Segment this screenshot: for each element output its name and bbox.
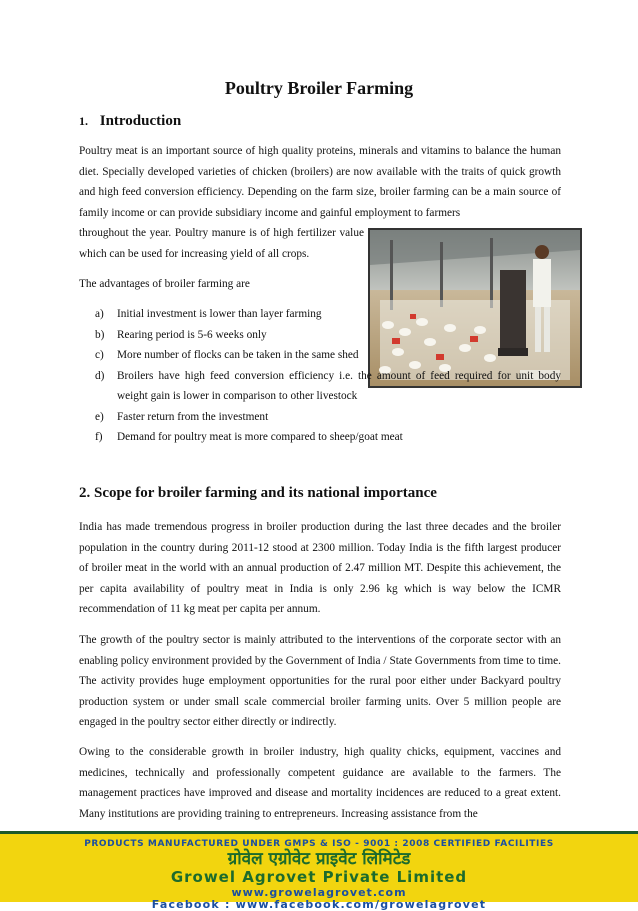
list-item [95,427,561,448]
list-marker: f) [95,431,103,443]
advantages-lead: The advantages of broiler farming are [79,278,250,290]
advantages-list [95,304,561,448]
section-2-heading: 2. Scope for broiler farming and its national importance [79,485,437,501]
intro-paragraph-wrap: throughout the year. Poultry manure is of high fertilizer value which can be used for increasing yield of all crops. [79,227,364,260]
list-item [95,407,561,428]
scope-paragraph-2: The growth of the poultry sector is mainly attributed to the interventions of the corporate sector with an enabling policy environment provided by the Government of India / State Governments from time to time. The activity provides huge employment opportunities for the rural poor either under Backyard poultry production system or under small scale commercial broiler farming units. Over 5 million people are engaged in the poultry sector either directly or indirectly. [79,634,561,728]
intro-paragraph: Poultry meat is an important source of high quality proteins, minerals and vitamins to balance the human diet. Specially developed varieties of chicken (broilers) are now available with the traits of quick growth and high feed conversion efficiency. Depending on the farm size, broiler farming can be a main source of family income or can provide subsidiary income and gainful employment to farmers [79,145,561,219]
banner-certification: PRODUCTS MANUFACTURED UNDER GMPS & ISO - 9001 : 2008 CERTIFIED FACILITIES [84,839,554,849]
section-1-heading [79,113,181,130]
list-item-text: Faster return from the investment [117,410,269,423]
list-item-text: Initial investment is lower than layer farming [117,308,322,320]
section-1-number: 1. [79,114,88,128]
section-1-title: Introduction [99,113,182,129]
list-item [95,366,561,407]
banner-hindi-name: ग्रोवेल एग्रोवेट प्राइवेट लिमिटेड [227,849,411,869]
list-marker: b) [95,328,105,341]
list-item-text: Broilers have high feed conversion efficiency i.e. the amount of feed required for unit body weight gain is lower in comparison to other livestock [117,369,561,402]
list-item [95,345,380,366]
list-item-text: More number of flocks can be taken in the same shed [117,349,359,361]
list-item [95,304,561,325]
list-item [95,325,561,346]
list-marker: d) [95,369,105,382]
company-banner [0,831,638,911]
list-item-text: Rearing period is 5-6 weeks only [117,328,267,341]
banner-website: www.growelagrovet.com [231,886,407,899]
list-marker: a) [95,308,104,320]
list-item-text: Demand for poultry meat is more compared to sheep/goat meat [117,431,403,443]
list-marker: c) [95,349,104,361]
list-marker: e) [95,410,104,423]
document-title: Poultry Broiler Farming [224,78,414,98]
scope-paragraph-3: Owing to the considerable growth in broiler industry, high quality chicks, equipment, vaccines and medicines, technically and professionally competent guidance are available to the farmers. The management practices have improved and disease and mortality incidences are reduced to a great extent. Many institutions are providing training to entrepreneurs. Increasing assistance from the [79,746,561,820]
banner-company-name: Growel Agrovet Private Limited [170,868,468,886]
banner-facebook: Facebook : www.facebook.com/growelagrovet [151,898,487,911]
scope-paragraph-1: India has made tremendous progress in broiler production during the last three decades and the broiler population in the country during 2011-12 stood at 2300 million. Today India is the fifth largest producer of broiler meat in the world with an annual production of 2.47 million MT. Despite this achievement, the per capita availability of poultry meat in India is only 2.96 kg which is way below the ICMR recommendation of 11 kg meat per capita per annum. [79,521,561,615]
